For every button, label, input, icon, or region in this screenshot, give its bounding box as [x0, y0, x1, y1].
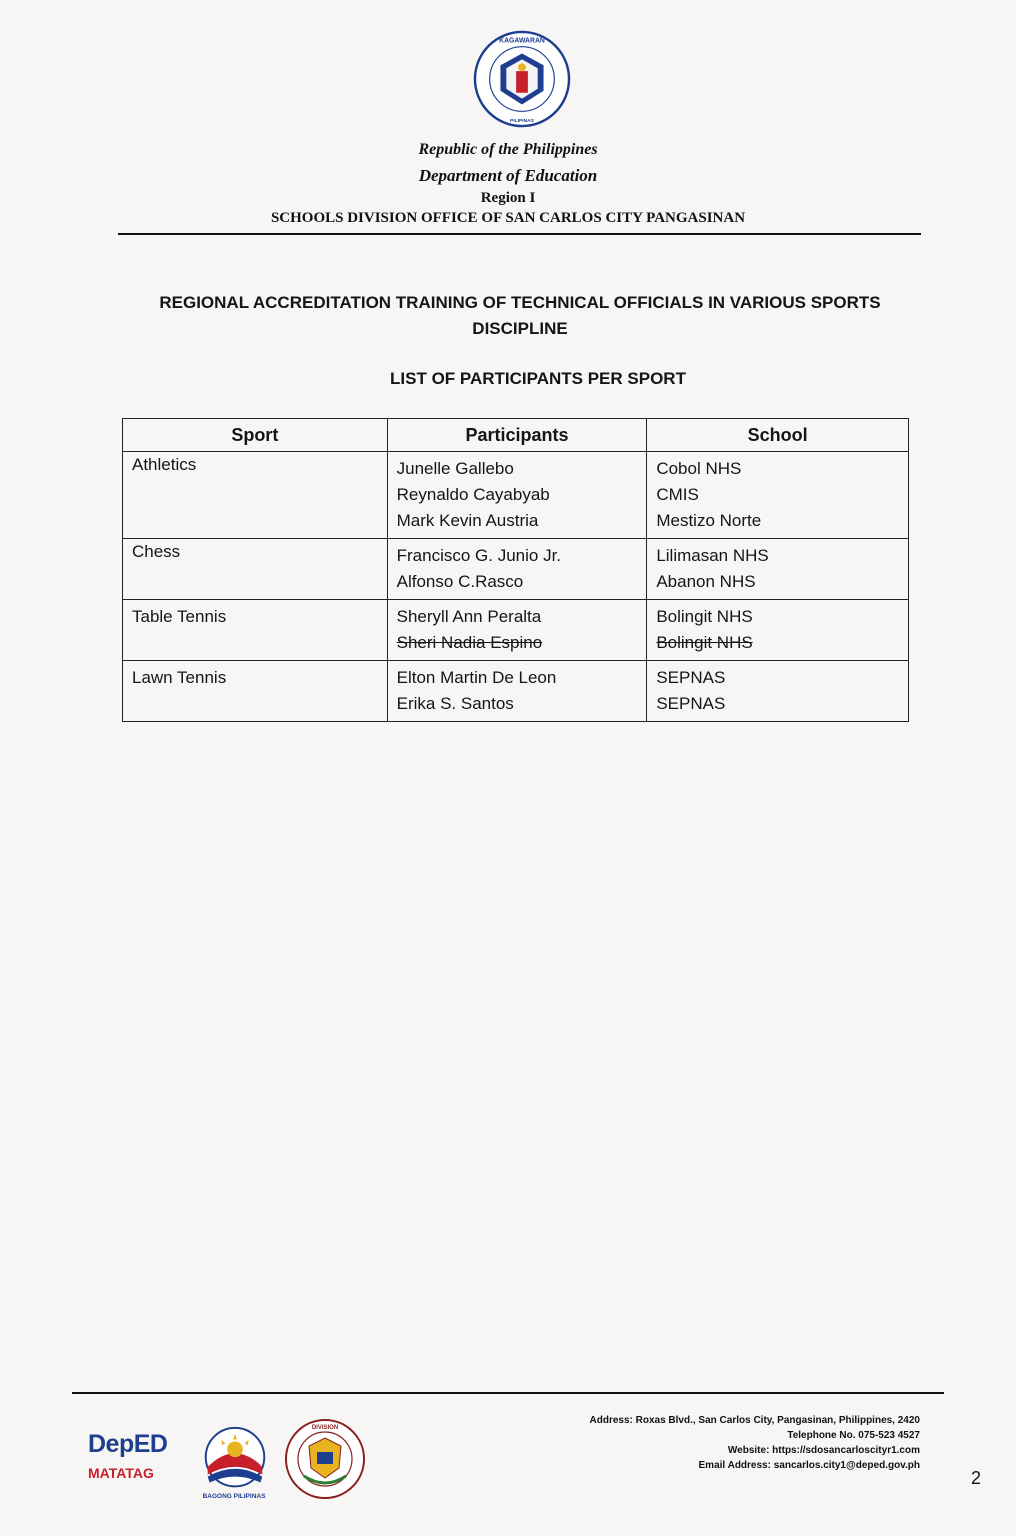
school-name: Abanon NHS [656, 572, 756, 591]
column-header-school: School [647, 419, 909, 452]
school-name: CMIS [656, 485, 699, 504]
sdo-san-carlos-seal [284, 1418, 366, 1500]
school-cell [647, 600, 909, 661]
school-name: Cobol NHS [656, 459, 742, 478]
deped-matatag-logo [88, 1430, 178, 1500]
document-subtitle: LIST OF PARTICIPANTS PER SPORT [390, 369, 686, 388]
participant-name: Alfonso C.Rasco [396, 572, 524, 591]
footer-contact [590, 1413, 920, 1473]
table-row [123, 661, 909, 722]
svg-text:PILIPINAS: PILIPINAS [510, 119, 534, 125]
document-title: REGIONAL ACCREDITATION TRAINING OF TECHNICAL OFFICIALS IN VARIOUS SPORTS DISCIPLINE [159, 293, 881, 338]
table-row [123, 452, 909, 539]
participant-name-struck: Sheri Nadia Espino [396, 633, 543, 652]
telephone-text: Telephone No. 075-523 4527 [787, 1430, 920, 1441]
participants-cell [387, 600, 647, 661]
participants-cell [387, 452, 647, 539]
school-cell [647, 452, 909, 539]
participant-name: Reynaldo Cayabyab [396, 485, 550, 504]
svg-text:DIVISION: DIVISION [311, 1425, 339, 1431]
sport-cell: Chess [123, 539, 388, 600]
school-name: Lilimasan NHS [656, 546, 769, 565]
address-text: Address: Roxas Blvd., San Carlos City, Pangasinan, Philippines, 2420 [589, 1415, 920, 1426]
school-name: SEPNAS [656, 694, 726, 713]
deped-wordmark: DepED [88, 1430, 168, 1458]
school-name: Mestizo Norte [656, 511, 762, 530]
participant-name: Sheryll Ann Peralta [396, 607, 542, 626]
footer-divider [72, 1392, 944, 1394]
table-header-row [123, 419, 909, 452]
email-link[interactable]: Email Address: sancarlos.city1@deped.gov.ph [698, 1460, 920, 1471]
header-department: Department of Education [418, 166, 598, 185]
svg-text:KAGAWARAN: KAGAWARAN [499, 37, 545, 45]
participants-table [122, 418, 909, 722]
header-division: SCHOOLS DIVISION OFFICE OF SAN CARLOS CITY PANGASINAN [270, 210, 746, 226]
table-row [123, 539, 909, 600]
school-cell [647, 661, 909, 722]
matatag-wordmark: MATATAG [88, 1465, 154, 1481]
school-cell [647, 539, 909, 600]
participant-name: Elton Martin De Leon [396, 668, 557, 687]
table-row [123, 600, 909, 661]
sport-cell: Lawn Tennis [123, 661, 388, 722]
bagong-pilipinas-text: BAGONG PILIPINAS [202, 1493, 266, 1500]
school-name: Bolingit NHS [656, 607, 753, 626]
sport-cell: Table Tennis [123, 600, 388, 661]
header-republic: Republic of the Philippines [418, 141, 598, 158]
sport-cell: Athletics [123, 452, 388, 539]
page-number: 2 [971, 1468, 982, 1488]
participant-name: Mark Kevin Austria [396, 511, 539, 530]
column-header-sport: Sport [123, 419, 388, 452]
website-link[interactable]: Website: https://sdosancarloscityr1.com [727, 1445, 920, 1456]
participant-name: Erika S. Santos [396, 694, 514, 713]
school-name-struck: Bolingit NHS [656, 633, 753, 652]
school-name: SEPNAS [656, 668, 726, 687]
participants-cell [387, 661, 647, 722]
header-divider [118, 233, 921, 235]
deped-seal-logo [473, 30, 571, 128]
header-region: Region I [480, 190, 536, 206]
participant-name: Junelle Gallebo [396, 459, 514, 478]
column-header-participants: Participants [387, 419, 647, 452]
participant-name: Francisco G. Junio Jr. [396, 546, 562, 565]
bagong-pilipinas-logo [196, 1420, 274, 1502]
participants-cell [387, 539, 647, 600]
